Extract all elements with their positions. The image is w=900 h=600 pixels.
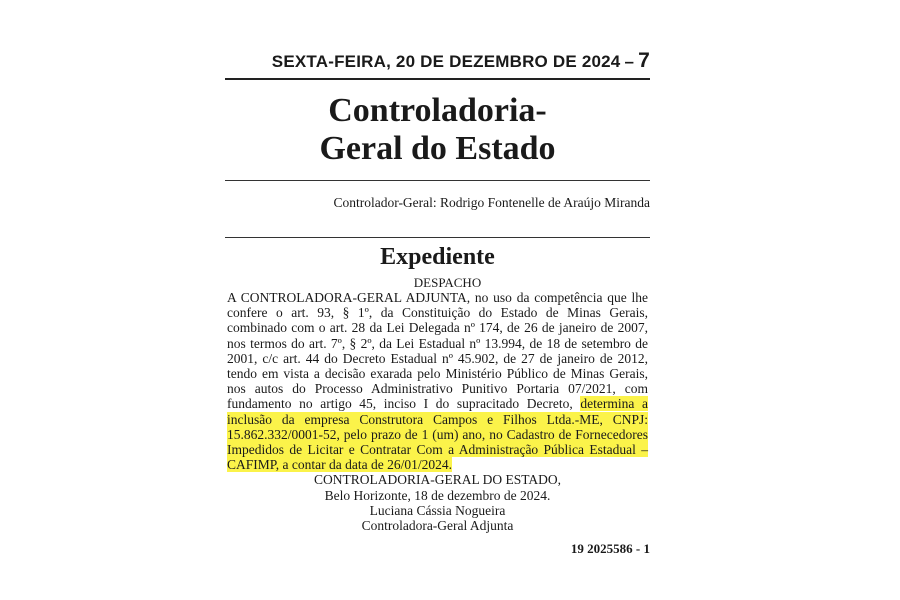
- header-rule: [225, 78, 650, 80]
- signature-name: Luciana Cássia Nogueira: [369, 502, 506, 518]
- page-header: [225, 48, 650, 74]
- despacho-body: [227, 290, 648, 472]
- organization-title-line2: Geral do Estado: [319, 130, 556, 167]
- organization-title: [225, 92, 650, 168]
- title-rule: [225, 180, 650, 181]
- despacho-title: DESPACHO: [413, 275, 482, 290]
- header-separator: –: [624, 52, 635, 71]
- section-title: Expediente: [380, 244, 495, 270]
- signature-place-date: Belo Horizonte, 18 de dezembro de 2024.: [324, 487, 551, 503]
- signature-role: Controladora-Geral Adjunta: [361, 518, 514, 534]
- highlighted-text: determina a inclusão da empresa Construtora Campos e Filhos Ltda.-ME, CNPJ: 15.862.332/0001-52, pelo prazo de 1 (um) ano, no Cadastro de Fornecedores Impedidos de Licitar e Contratar Com a Administração Pública Estadual – CAFIMP, a contar da data de 26/01/2024.: [227, 396, 648, 473]
- header-date: SEXTA-FEIRA, 20 DE DEZEMBRO DE 2024: [271, 52, 621, 71]
- signature-block: [225, 472, 650, 533]
- organization-title-line1: Controladoria-: [328, 92, 547, 129]
- gazette-page: [225, 48, 650, 557]
- despacho-text: A CONTROLADORA-GERAL ADJUNTA, no uso da competência que lhe confere o art. 93, § 1º, da Constituição do Estado de Minas Gerais, combinado com o art. 28 da Lei Delegada nº 174, de 26 de janeiro de 2007, nos termos do art. 7º, § 2º, da Lei Estadual nº 13.994, de 18 de setembro de 2001, c/c art. 44 do Decreto Estadual nº 45.902, de 27 de janeiro de 2012, tendo em vista a decisão exarada pelo Ministério Público de Minas Gerais, nos autos do Processo Administrativo Punitivo Portaria 07/2021, com fundamento no artigo 45, inciso I do supracitado Decreto,: [227, 290, 648, 412]
- reference-number: 19 2025586 - 1: [570, 541, 650, 557]
- section-rule: [225, 237, 650, 238]
- signature-org: CONTROLADORIA-GERAL DO ESTADO,: [313, 472, 562, 488]
- page-number: 7: [638, 49, 650, 72]
- controller-name: Controlador-Geral: Rodrigo Fontenelle de Araújo Miranda: [333, 195, 650, 210]
